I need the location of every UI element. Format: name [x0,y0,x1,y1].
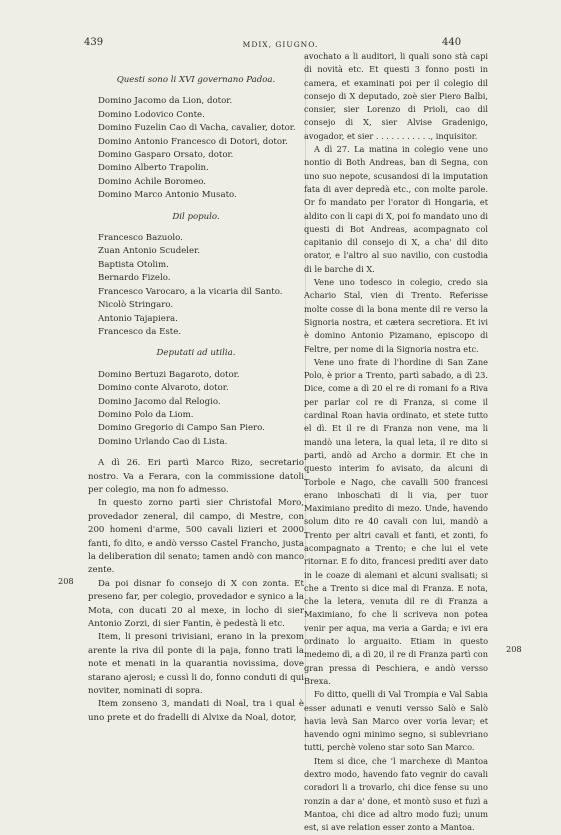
body-paragraph: Da poi disnar fo consejo di X con zonta. Et preseno far, per colegio, provedador e synico a la Mota, con ducati 20 al mexe, in locho di sier Antonio Zorzi, di sier Fantin, è pedestà li etc. [88,578,304,630]
margin-number-right: 208 [506,644,522,654]
list-item: Domino Fuzelin Cao di Vacha, cavalier, dotor. [98,123,296,134]
list-item: Domino Jacomo dal Relogio. [98,396,221,407]
list-item: Domino Gregorio di Campo San Piero. [98,423,265,434]
list-item: Zuan Antonio Scudeler. [98,246,201,257]
body-paragraph: Fo ditto, quelli di Val Trompia e Val Sabia esser adunati e venuti versso Salò e Salò havia levà San Marco over voria levar; et havendo ogni minimo segno, si sublevriano tutti, perchè voleno star soto San Marco. [304,689,488,753]
list-item: Domino Lodovico Conte. [98,109,205,120]
list-item: Domino Antonio Francesco di Dotori, dotor. [98,136,288,147]
body-paragraph: Item zonseno 3, mandati di Noal, tra i qual è uno prete et do fradelli di Alvixe da Noal, dotor, [88,699,304,723]
list-item: Domino conte Alvaroto, dotor. [98,383,229,394]
list-item: Antonio Tajapiera. [98,313,178,324]
left-column [88,74,304,725]
list-item: Domino Polo da Liom. [98,409,194,420]
list-item: Domino Urlando Cao di Lista. [98,436,228,447]
right-page-number: 440 [442,37,462,48]
section-heading: Questi sono li XVI governano Padoa. [116,75,276,85]
name-list-populo [88,232,304,339]
list-item: Domino Jacomo da Lion, dotor. [98,96,233,107]
section-heading: Dil populo. [172,211,220,222]
list-item: Nicolò Stringaro. [98,300,174,311]
left-page-number: 439 [84,37,104,48]
margin-number-left: 208 [58,576,74,586]
list-item: Francesco da Este. [98,326,182,337]
list-item: Francesco Varocaro, a la vicaria dil Santo. [98,286,283,297]
body-paragraph: A dì 26. Eri partì Marco Rizo, secretario nostro. Va a Ferara, con la commissione datoli per colegio, ma non fo admesso. [88,458,304,495]
right-column [304,50,488,835]
body-paragraph: In questo zorno partì sier Christofal Moro, provedador zeneral, dil campo, di Mestre, con 200 homeni d'arme, 500 cavali lizieri et 2000 fanti, fo dito, e andò versso Castel Francho, justa la deliberation dil senato; tamen andò con manco zente. [88,498,304,576]
body-paragraph: A dì 27. La matina in colegio vene uno nontio di Both Andreas, ban di Segna, con uno suo nepote, scusandosi di la imputation fata di aver depredà etc., con molte parole. Or fo mandato per l'orator di Hongaria, et aldito con li capi di X, poi fo mandato uno di questi di Bot Andreas, acompagnato col capitanio dil consejo di X, a cha' dil dito orator, e l'altro al suo navilio, con custodia di le barche di X. [304,144,488,274]
list-item: Domino Alberto Trapolin. [98,163,209,174]
name-list-deputati [88,369,304,449]
body-paragraph: Vene uno todesco in colegio, credo sia Achario Stal, vien di Trento. Referisse molte cosse di la bona mente dil re verso la Signoria nostra, et cætera secretiora. Et ivi è domino Antonio Pizamano, episcopo di Feltre, per nome di la Signoria nostra etc. [304,277,488,354]
body-paragraph: Item si dice, che 'l marchexe di Mantoa dextro modo, havendo fato vegnir do cavali coradori li a trovarlo, chi dice fense su uno ronzin a dar a' done, et montò suso et fuzì a Mantoa, chi dice ad altro modo fuzì; unum est, si ave relation esser zonto a Mantoa. [304,755,488,833]
section-heading: Deputati ad utilia. [156,348,236,359]
name-list-governors [88,95,304,202]
body-paragraph: Vene uno frate di l'hordine di San Zane Polo, è prior a Trento, partì sabado, a dì 23. Dice, come a dì 20 el re di romani fo a Riva per parlar col re di Franza, si come il cardinal Roan havia ordinato, et stete tutto el dì. Et il re di Franza non vene, ma li mandò una letera, la qual leta, il re dito si partì, andò ad Archo a dormir. Et che in questo interim fo avisato, da alcuni di Torbole e Nago, che cavalli 500 francesi erano inboschati di li via, per tuor Maximiano predito di mezo. Unde, havendo solum dito re 40 cavali con lui, mandò a Trento per altri cavali et fanti, et zonti, fo acompagnato a Trento; e che lui el vete ritornar. E fo dito, francesi prediti aver dato in le coaze di alemani et alcuni svalisati; si che a Trento si dice mal di Franza. E nota, che la letera, venuta dil re di Franza a Maximiano, fo che li scriveva non potea venir per aqua, ma veria a Garda; e ivi era ordinato lo arguaito. Etiam in questo medemo dì, a dì 20, il re di Franza partì con gran pressa di Peschiera, e andò versso Brexa. [304,356,488,686]
list-item: Domino Achile Boromeo. [98,176,207,187]
list-item: Bernardo Fizelo. [98,273,171,284]
running-header: MDIX, GIUGNO. [242,40,319,49]
body-paragraph: avochato a li auditori, li quali sono stà capi di novità etc. Et questi 3 fonno posti in camera, et examinati poi per il colegio dil consejo di X deputado, zoè sier Piero Balbi, consier, sier Lorenzo di Prioli, cao dil consejo di X, sier Alvise Gradenigo, avogador, et sier . . . . . . . . . . ., inquisitor. [304,51,488,141]
list-item: Domino Marco Antonio Musato. [98,190,237,201]
list-item: Francesco Bazuolo. [98,233,183,244]
body-paragraph: Item, li presoni trivisiani, erano in la prexom arente la riva dil ponte di la paja, fonno trati la note et menati in la quarantia novissima, dove starano ajerosi; e cussì li do, fonno conduti di qui noviter, nominati di sopra. [88,632,304,697]
list-item: Domino Bertuzi Bagaroto, dotor. [98,369,240,380]
list-item: Baptista Otolim. [98,259,169,270]
list-item: Domino Gasparo Orsato, dotor. [98,150,234,161]
